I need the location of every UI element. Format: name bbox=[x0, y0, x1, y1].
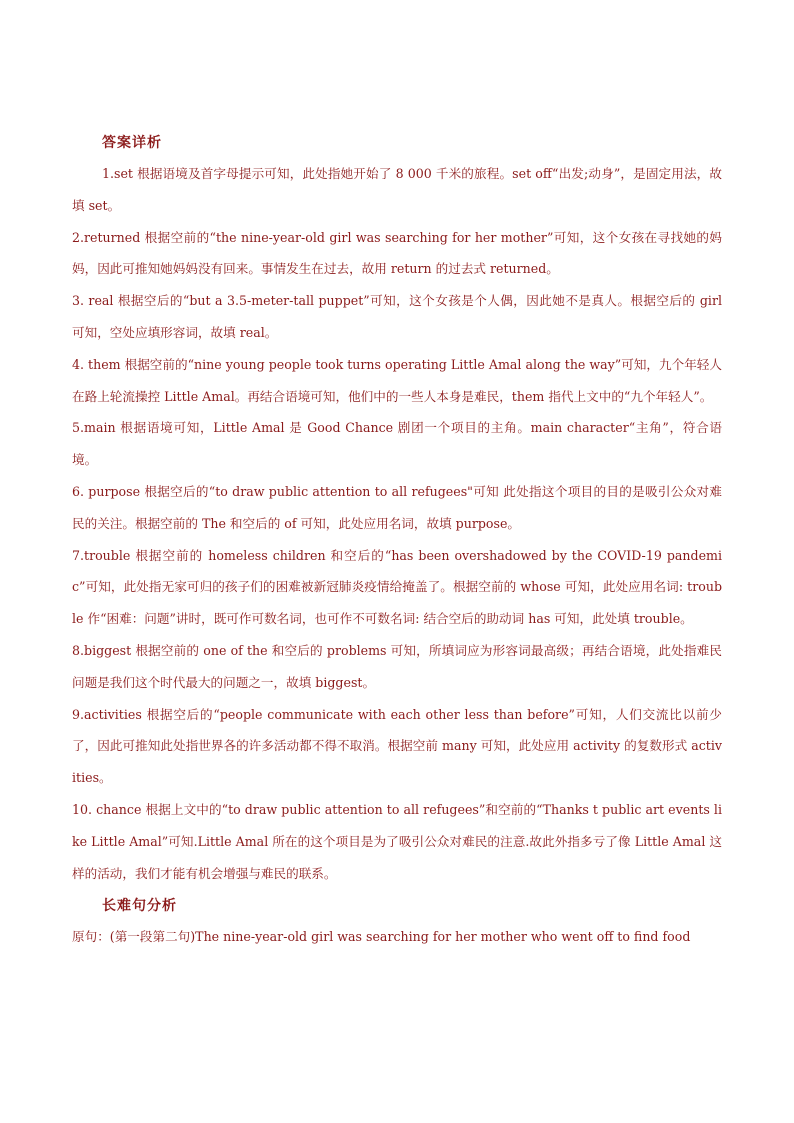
answer-item-8: 8.biggest 根据空前的 one of the 和空后的 problems 可知，所填词应为形容词最高级；再结合语境，此处指难民问题是我们这个时代最大的问题之一，故填 biggest。 bbox=[72, 642, 722, 690]
analysis-heading: 长难句分析 bbox=[102, 898, 177, 915]
answer-item-1: 1.set 根据语境及首字母提示可知，此处指她开始了 8 000 千米的旅程。set off“出发;动身”，是固定用法，故填 set。 bbox=[72, 166, 722, 213]
answers-heading: 答案详析 bbox=[102, 135, 162, 151]
answer-item-5: 5.main 根据语境可知，Little Amal 是 Good Chance 剧团一个项目的主角。main character“主角”，符合语境。 bbox=[72, 420, 722, 468]
answer-item-3: 3. real 根据空后的“but a 3.5-meter-tall puppet”可知，这个女孩是个人偶，因此她不是真人。根据空后的 girl 可知，空处应填形容词，故填 real。 bbox=[72, 293, 722, 340]
answer-item-6: 6. purpose 根据空后的“to draw public attention to all refugees"可知 此处指这个项目的目的是吸引公众对难民的关注。根据空前的 The 和空后的 of 可知，此处应用名词，故填 purpose。 bbox=[72, 483, 722, 531]
answer-item-4: 4. them 根据空前的“nine young people took turns operating Little Amal along the way”可知，九个年轻人在路上轮流操控 Little Amal。再结合语境可知，他们中的一些人本身是难民，them 指代上文中的“九个年轻人”。 bbox=[72, 356, 722, 404]
answer-item-10: 10. chance 根据上文中的“to draw public attention to all refugees”和空前的“Thanks t public art events like Little Amal”可知.Little Amal 所在的这个项目是为了吸引公众对难民的注意.故此外指多亏了像 Little Amal 这样的活动，我们才能有机会增强与难民的联系。 bbox=[72, 801, 722, 881]
answer-content bbox=[72, 128, 722, 953]
answer-item-9: 9.activities 根据空后的“people communicate with each other less than before”可知，人们交流比以前少了，因此可推知此处指世界各的许多活动都不得不取消。根据空前 many 可知，此处应用 activity 的复数形式 activities。 bbox=[72, 706, 722, 786]
answer-item-7: 7.trouble 根据空前的 homeless children 和空后的“has been overshadowed by the COVID-19 pandemic”可知，此处指无家可归的孩子们的困难被新冠肺炎疫情给掩盖了。根据空前的 whose 可知，此处应用名词: trouble 作“困难：问题”讲时，既可作可数名词，也可作不可数名词: 结合空后的助动词 has 可知，此处填 trouble。 bbox=[72, 547, 722, 627]
analysis-original-sentence: 原句：(第一段第二句)The nine-year-old girl was searching for her mother who went off to find food bbox=[72, 929, 691, 945]
answer-item-2: 2.returned 根据空前的“the nine-year-old girl was searching for her mother”可知，这个女孩在寻找她的妈妈，因此可推知她妈妈没有回来。事情发生在过去，故用 return 的过去式 returned。 bbox=[72, 229, 722, 277]
